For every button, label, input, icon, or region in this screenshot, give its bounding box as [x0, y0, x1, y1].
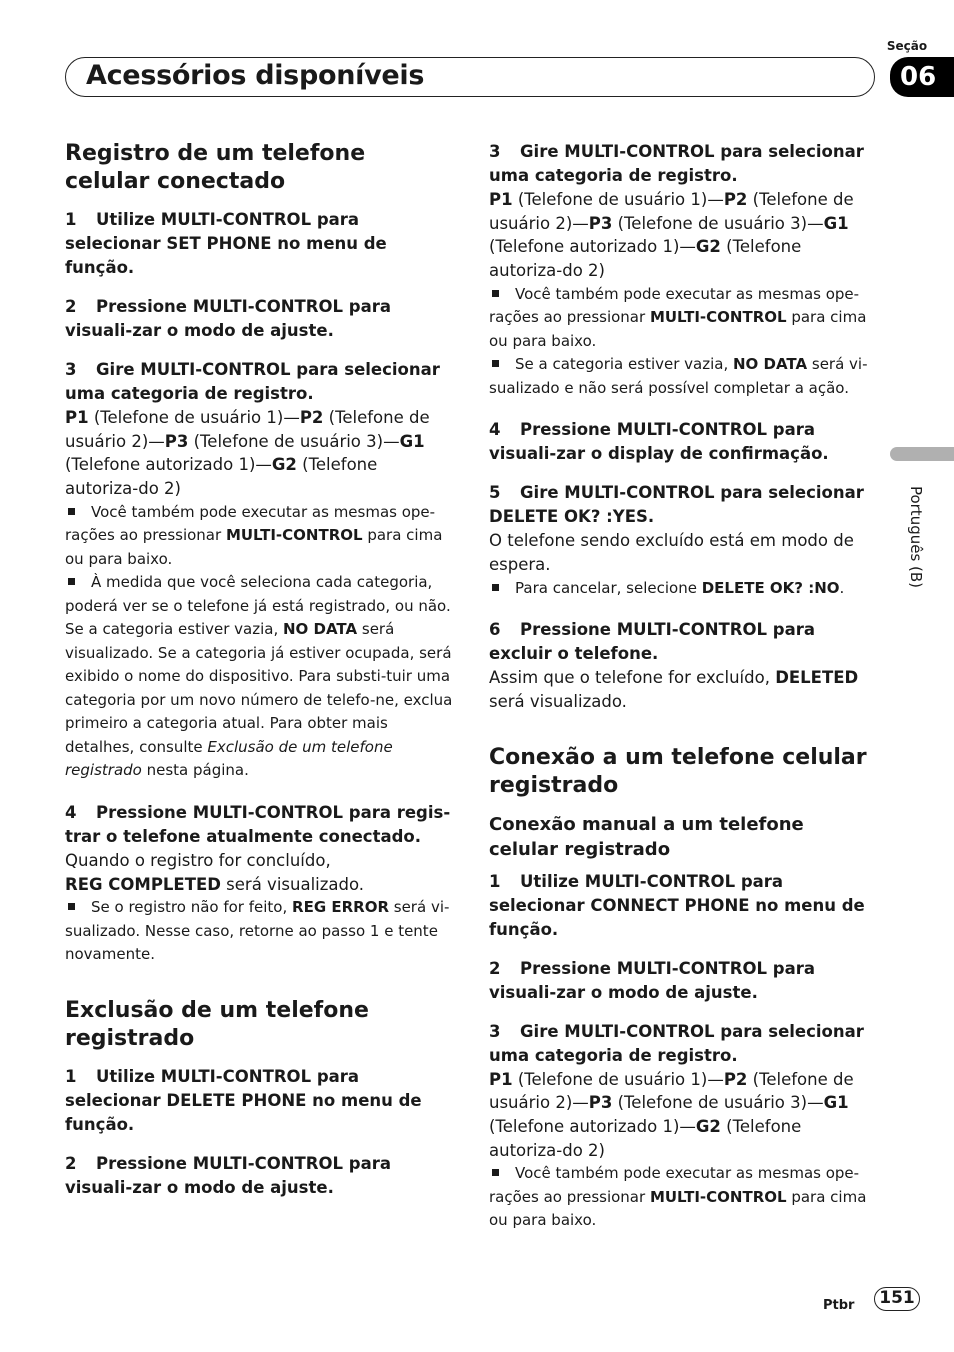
bullet-square-icon — [68, 578, 75, 585]
bullet-square-icon — [492, 584, 499, 591]
footer-language-code: Ptbr — [823, 1298, 855, 1313]
heading-connect-phone: Conexão a um telefone celular registrado — [489, 744, 867, 798]
step-1: 1 Utilize MULTI-CONTROL para selecionar DELETE PHONE no menu de função. — [65, 1066, 422, 1134]
step-1: 1 Utilize MULTI-CONTROL para selecionar SET PHONE no menu de função. — [65, 210, 387, 277]
right-column — [489, 140, 879, 1233]
step-1: 1 Utilize MULTI-CONTROL para selecionar CONNECT PHONE no menu de função. — [489, 871, 865, 939]
step-5-result: O telefone sendo excluído está em modo de espera. — [489, 531, 854, 575]
bullet-square-icon — [492, 1169, 499, 1176]
note: Você também pode executar as mesmas ope-rações ao pressionar MULTI-CONTROL para cima ou para baixo. — [65, 502, 443, 568]
language-label: Português (B) — [907, 485, 925, 589]
bullet-square-icon — [68, 508, 75, 515]
bullet-square-icon — [68, 903, 75, 910]
heading-register-phone: Registro de um telefone celular conectado — [65, 141, 366, 194]
page-title-bar — [65, 57, 875, 97]
step-6: 6 Pressione MULTI-CONTROL para excluir o telefone. — [489, 620, 815, 664]
step-3: 3 Gire MULTI-CONTROL para selecionar uma categoria de registro. — [65, 360, 440, 403]
category-list: P1 (Telefone de usuário 1)—P2 (Telefone de usuário 2)—P3 (Telefone de usuário 3)—G1 (Telefone autorizado 1)—G2 (Telefone autoriza-do 2) — [489, 1069, 854, 1160]
bullet-square-icon — [492, 360, 499, 367]
step-2: 2 Pressione MULTI-CONTROL para visuali-zar o modo de ajuste. — [489, 958, 815, 1002]
left-column — [65, 140, 455, 1215]
step-2: 2 Pressione MULTI-CONTROL para visuali-zar o modo de ajuste. — [65, 297, 391, 340]
note: Se a categoria estiver vazia, NO DATA será vi-sualizado e não será possível completar a ação. — [489, 355, 868, 397]
section-number-badge: 06 — [890, 57, 954, 97]
note: À medida que você seleciona cada categoria, poderá ver se o telefone já está registrado, ou não. Se a categoria estiver vazia, NO DATA será visualizado. Se a categoria já estiver ocupada, será exibido o nome do dispositivo. Para substi-tuir uma categoria por um novo número de telefo-ne, exclua primeiro a categoria atual. Para obter mais detalhes, consulte Exclusão de um telefone registrado nesta página. — [65, 573, 453, 780]
heading-delete-phone: Exclusão de um telefone registrado — [65, 997, 369, 1051]
bullet-square-icon — [492, 290, 499, 297]
page-title: Acessórios disponíveis — [86, 60, 425, 91]
section-label: Seção — [886, 39, 928, 53]
category-list: P1 (Telefone de usuário 1)—P2 (Telefone de usuário 2)—P3 (Telefone de usuário 3)—G1 (Telefone autorizado 1)—G2 (Telefone autoriza-do 2) — [489, 190, 854, 281]
step-2: 2 Pressione MULTI-CONTROL para visuali-zar o modo de ajuste. — [65, 1153, 391, 1197]
note: Você também pode executar as mesmas ope-rações ao pressionar MULTI-CONTROL para cima ou para baixo. — [489, 1164, 867, 1230]
note: Se o registro não for feito, REG ERROR será vi-sualizado. Nesse caso, retorne ao passo 1 e tente novamente. — [65, 898, 450, 964]
step-4: 4 Pressione MULTI-CONTROL para regis-trar o telefone atualmente conectado. — [65, 802, 451, 846]
category-list: P1 (Telefone de usuário 1)—P2 (Telefone de usuário 2)—P3 (Telefone de usuário 3)—G1 (Telefone autorizado 1)—G2 (Telefone autoriza-do 2) — [65, 408, 430, 499]
step-3: 3 Gire MULTI-CONTROL para selecionar uma categoria de registro. — [489, 142, 864, 185]
subheading-manual-connect: Conexão manual a um telefone celular registrado — [489, 813, 804, 860]
note: Você também pode executar as mesmas ope-rações ao pressionar MULTI-CONTROL para cima ou para baixo. — [489, 284, 867, 350]
step-5: 5 Gire MULTI-CONTROL para selecionar DELETE OK? :YES. — [489, 483, 864, 527]
note: Para cancelar, selecione DELETE OK? :NO. — [489, 577, 879, 601]
step-4: 4 Pressione MULTI-CONTROL para visuali-zar o display de confirmação. — [489, 420, 829, 464]
page-number: 151 — [874, 1287, 920, 1311]
step-4-result: Quando o registro for concluído, REG COMPLETED será visualizado. — [65, 850, 365, 894]
language-side-tab — [890, 447, 954, 461]
step-6-result: Assim que o telefone for excluído, DELETED será visualizado. — [489, 668, 859, 711]
step-3: 3 Gire MULTI-CONTROL para selecionar uma categoria de registro. — [489, 1021, 864, 1065]
